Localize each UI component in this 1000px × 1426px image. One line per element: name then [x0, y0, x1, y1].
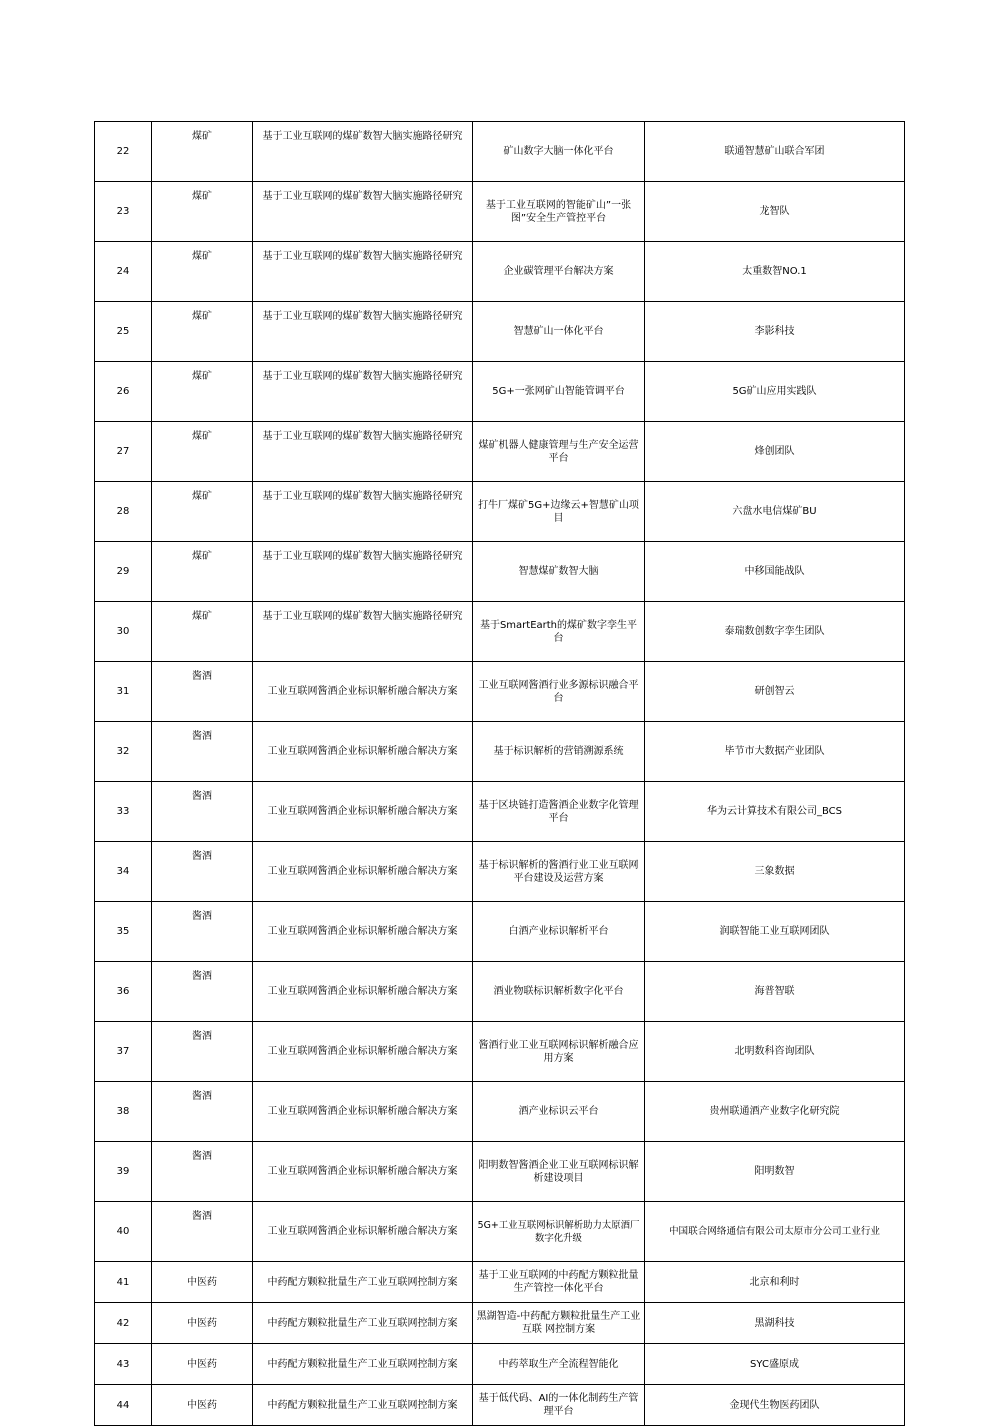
- topic-cell: 基于工业互联网的煤矿数智大脑实施路径研究: [253, 602, 473, 662]
- industry-cell: 酱酒: [152, 902, 253, 962]
- table-row: [95, 1262, 905, 1303]
- topic-cell: 工业互联网酱酒企业标识解析融合解决方案: [253, 782, 473, 842]
- team-cell: 华为云计算技术有限公司_BCS: [645, 782, 905, 842]
- row-number: 33: [95, 782, 152, 842]
- table-row: [95, 1202, 905, 1262]
- table-row: [95, 722, 905, 782]
- solution-cell: 基于标识解析的营销溯源系统: [473, 722, 645, 782]
- topic-cell: 中药配方颗粒批量生产工业互联网控制方案: [253, 1385, 473, 1426]
- row-number: 42: [95, 1303, 152, 1344]
- table-row: [95, 1142, 905, 1202]
- table-row: [95, 302, 905, 362]
- team-cell: 联通智慧矿山联合军团: [645, 122, 905, 182]
- entries-table: [94, 121, 905, 1426]
- table-row: [95, 1082, 905, 1142]
- industry-cell: 煤矿: [152, 602, 253, 662]
- topic-cell: 基于工业互联网的煤矿数智大脑实施路径研究: [253, 542, 473, 602]
- industry-cell: 中医药: [152, 1344, 253, 1385]
- topic-cell: 中药配方颗粒批量生产工业互联网控制方案: [253, 1262, 473, 1303]
- team-cell: 贵州联通酒产业数字化研究院: [645, 1082, 905, 1142]
- row-number: 28: [95, 482, 152, 542]
- topic-cell: 工业互联网酱酒企业标识解析融合解决方案: [253, 1082, 473, 1142]
- row-number: 24: [95, 242, 152, 302]
- team-cell: 海普智联: [645, 962, 905, 1022]
- team-cell: 北明数科咨询团队: [645, 1022, 905, 1082]
- topic-cell: 工业互联网酱酒企业标识解析融合解决方案: [253, 1022, 473, 1082]
- solution-cell: 酱酒行业工业互联网标识解析融合应用方案: [473, 1022, 645, 1082]
- industry-cell: 煤矿: [152, 122, 253, 182]
- topic-cell: 工业互联网酱酒企业标识解析融合解决方案: [253, 662, 473, 722]
- team-cell: 太重数智NO.1: [645, 242, 905, 302]
- solution-cell: 基于低代码、AI的一体化制药生产管理平台: [473, 1385, 645, 1426]
- industry-cell: 酱酒: [152, 782, 253, 842]
- industry-cell: 煤矿: [152, 482, 253, 542]
- team-cell: 六盘水电信煤矿BU: [645, 482, 905, 542]
- topic-cell: 工业互联网酱酒企业标识解析融合解决方案: [253, 722, 473, 782]
- row-number: 26: [95, 362, 152, 422]
- solution-cell: 白酒产业标识解析平台: [473, 902, 645, 962]
- row-number: 38: [95, 1082, 152, 1142]
- row-number: 40: [95, 1202, 152, 1262]
- table-row: [95, 122, 905, 182]
- solution-cell: 基于SmartEarth的煤矿数字孪生平台: [473, 602, 645, 662]
- solution-cell: 5G+一张网矿山智能管调平台: [473, 362, 645, 422]
- row-number: 34: [95, 842, 152, 902]
- team-cell: 李影科技: [645, 302, 905, 362]
- solution-cell: 工业互联网酱酒行业多源标识融合平台: [473, 662, 645, 722]
- team-cell: 5G矿山应用实践队: [645, 362, 905, 422]
- industry-cell: 煤矿: [152, 362, 253, 422]
- row-number: 43: [95, 1344, 152, 1385]
- row-number: 30: [95, 602, 152, 662]
- table-row: [95, 842, 905, 902]
- solution-cell: 基于区块链打造酱酒企业数字化管理平台: [473, 782, 645, 842]
- table-row: [95, 482, 905, 542]
- solution-cell: 阳明数智酱酒企业工业互联网标识解析建设项目: [473, 1142, 645, 1202]
- team-cell: 毕节市大数据产业团队: [645, 722, 905, 782]
- topic-cell: 基于工业互联网的煤矿数智大脑实施路径研究: [253, 482, 473, 542]
- industry-cell: 中医药: [152, 1303, 253, 1344]
- row-number: 37: [95, 1022, 152, 1082]
- solution-cell: 打牛厂煤矿5G+边缘云+智慧矿山项目: [473, 482, 645, 542]
- table-row: [95, 1303, 905, 1344]
- topic-cell: 工业互联网酱酒企业标识解析融合解决方案: [253, 902, 473, 962]
- topic-cell: 中药配方颗粒批量生产工业互联网控制方案: [253, 1344, 473, 1385]
- industry-cell: 煤矿: [152, 182, 253, 242]
- industry-cell: 酱酒: [152, 722, 253, 782]
- industry-cell: 煤矿: [152, 542, 253, 602]
- solution-cell: 黑湖智造-中药配方颗粒批量生产工业互联 网控制方案: [473, 1303, 645, 1344]
- topic-cell: 工业互联网酱酒企业标识解析融合解决方案: [253, 1202, 473, 1262]
- solution-cell: 企业碳管理平台解决方案: [473, 242, 645, 302]
- row-number: 41: [95, 1262, 152, 1303]
- table-row: [95, 662, 905, 722]
- industry-cell: 酱酒: [152, 662, 253, 722]
- row-number: 35: [95, 902, 152, 962]
- industry-cell: 酱酒: [152, 1082, 253, 1142]
- solution-cell: 基于工业互联网的智能矿山”一张图”安全生产管控平台: [473, 182, 645, 242]
- team-cell: 龙智队: [645, 182, 905, 242]
- solution-cell: 酒产业标识云平台: [473, 1082, 645, 1142]
- topic-cell: 工业互联网酱酒企业标识解析融合解决方案: [253, 1142, 473, 1202]
- team-cell: 润联智能工业互联网团队: [645, 902, 905, 962]
- table-row: [95, 242, 905, 302]
- team-cell: 北京和利时: [645, 1262, 905, 1303]
- entries-table-body: [95, 122, 905, 1426]
- industry-cell: 煤矿: [152, 422, 253, 482]
- row-number: 39: [95, 1142, 152, 1202]
- table-row: [95, 182, 905, 242]
- solution-cell: 智慧煤矿数智大脑: [473, 542, 645, 602]
- topic-cell: 基于工业互联网的煤矿数智大脑实施路径研究: [253, 302, 473, 362]
- industry-cell: 中医药: [152, 1385, 253, 1426]
- row-number: 27: [95, 422, 152, 482]
- industry-cell: 中医药: [152, 1262, 253, 1303]
- topic-cell: 工业互联网酱酒企业标识解析融合解决方案: [253, 962, 473, 1022]
- team-cell: 阳明数智: [645, 1142, 905, 1202]
- industry-cell: 酱酒: [152, 1142, 253, 1202]
- topic-cell: 基于工业互联网的煤矿数智大脑实施路径研究: [253, 182, 473, 242]
- team-cell: 中国联合网络通信有限公司太原市分公司工业行业: [645, 1202, 905, 1262]
- table-row: [95, 602, 905, 662]
- table-row: [95, 1022, 905, 1082]
- team-cell: 中移国能战队: [645, 542, 905, 602]
- row-number: 36: [95, 962, 152, 1022]
- table-row: [95, 782, 905, 842]
- solution-cell: 酒业物联标识解析数字化平台: [473, 962, 645, 1022]
- table-row: [95, 1344, 905, 1385]
- row-number: 29: [95, 542, 152, 602]
- solution-cell: 矿山数字大脑一体化平台: [473, 122, 645, 182]
- topic-cell: 基于工业互联网的煤矿数智大脑实施路径研究: [253, 122, 473, 182]
- team-cell: 金现代生物医药团队: [645, 1385, 905, 1426]
- row-number: 23: [95, 182, 152, 242]
- topic-cell: 基于工业互联网的煤矿数智大脑实施路径研究: [253, 362, 473, 422]
- table-row: [95, 422, 905, 482]
- industry-cell: 酱酒: [152, 842, 253, 902]
- topic-cell: 基于工业互联网的煤矿数智大脑实施路径研究: [253, 422, 473, 482]
- row-number: 31: [95, 662, 152, 722]
- solution-cell: 煤矿机器人健康管理与生产安全运营平台: [473, 422, 645, 482]
- row-number: 22: [95, 122, 152, 182]
- table-row: [95, 362, 905, 422]
- table-row: [95, 902, 905, 962]
- team-cell: 烽创团队: [645, 422, 905, 482]
- solution-cell: 智慧矿山一体化平台: [473, 302, 645, 362]
- row-number: 44: [95, 1385, 152, 1426]
- industry-cell: 酱酒: [152, 1022, 253, 1082]
- row-number: 32: [95, 722, 152, 782]
- solution-cell: 基于工业互联网的中药配方颗粒批量生产管控一体化平台: [473, 1262, 645, 1303]
- team-cell: 黑湖科技: [645, 1303, 905, 1344]
- team-cell: 三象数据: [645, 842, 905, 902]
- industry-cell: 酱酒: [152, 1202, 253, 1262]
- table-row: [95, 1385, 905, 1426]
- industry-cell: 煤矿: [152, 302, 253, 362]
- solution-cell: 中药萃取生产全流程智能化: [473, 1344, 645, 1385]
- solution-cell: 5G+工业互联网标识解析助力太原酒厂数字化升级: [473, 1202, 645, 1262]
- table-row: [95, 542, 905, 602]
- solution-cell: 基于标识解析的酱酒行业工业互联网平台建设及运营方案: [473, 842, 645, 902]
- industry-cell: 煤矿: [152, 242, 253, 302]
- team-cell: 泰瑞数创数字孪生团队: [645, 602, 905, 662]
- industry-cell: 酱酒: [152, 962, 253, 1022]
- team-cell: SYC盛原成: [645, 1344, 905, 1385]
- topic-cell: 基于工业互联网的煤矿数智大脑实施路径研究: [253, 242, 473, 302]
- topic-cell: 中药配方颗粒批量生产工业互联网控制方案: [253, 1303, 473, 1344]
- team-cell: 研创智云: [645, 662, 905, 722]
- row-number: 25: [95, 302, 152, 362]
- table-row: [95, 962, 905, 1022]
- topic-cell: 工业互联网酱酒企业标识解析融合解决方案: [253, 842, 473, 902]
